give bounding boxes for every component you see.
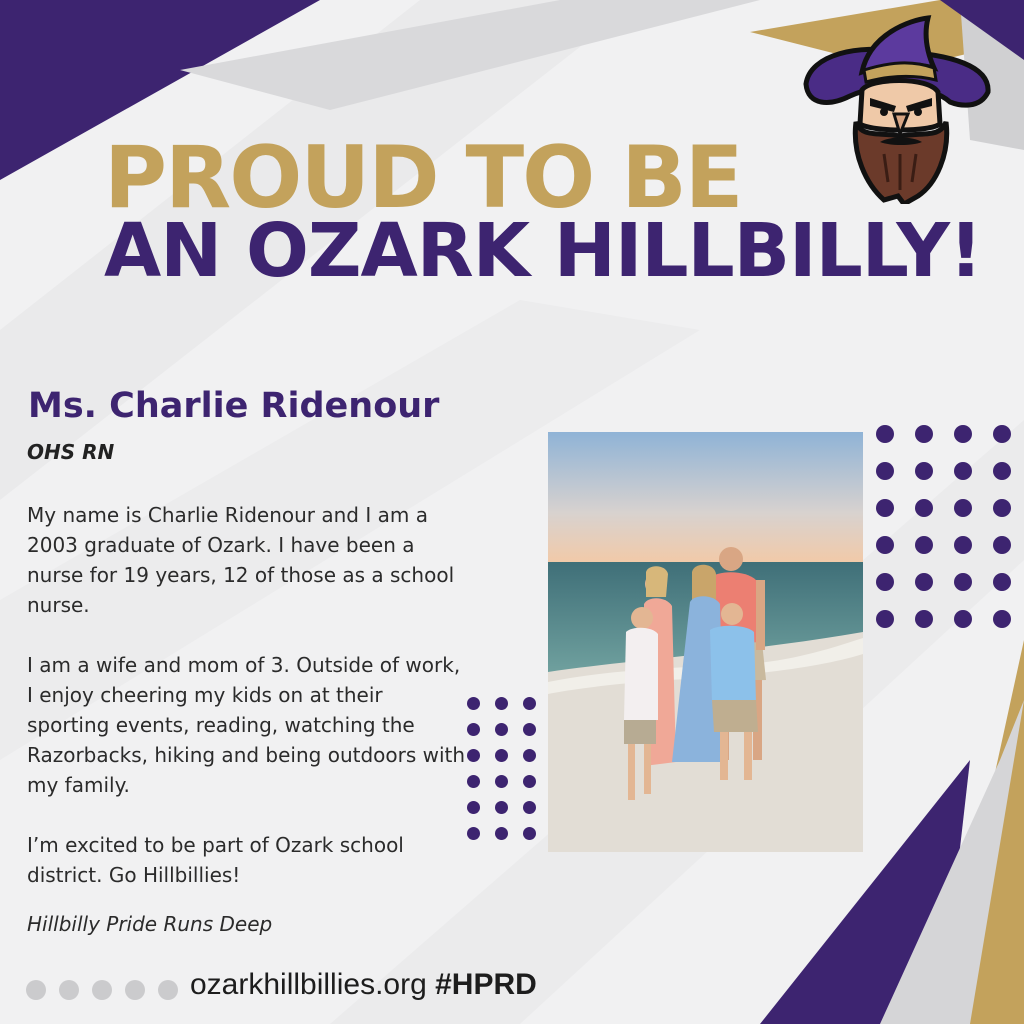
profile-bio [27, 500, 467, 920]
headline-proud: PROUD TO BE [104, 128, 742, 228]
hillbilly-mascot-icon [800, 14, 992, 204]
website-link[interactable]: ozarkhillbillies.org [190, 968, 427, 1001]
bio-paragraph: I am a wife and mom of 3. Outside of work, I enjoy cheering my kids on at their sporting events, reading, watching the Razorbacks, hiking and being outdoors with my family. [27, 653, 466, 797]
footer [190, 968, 537, 1002]
profile-role: OHS RN [27, 440, 115, 464]
bio-paragraph: My name is Charlie Ridenour and I am a 2003 graduate of Ozark. I have been a nurse for 19 years, 12 of those as a school nurse. [27, 503, 455, 617]
hashtag: #HPRD [435, 968, 537, 1001]
family-beach-photo [548, 432, 863, 852]
decorative-dot-grid-small [467, 697, 536, 840]
tagline: Hillbilly Pride Runs Deep [27, 912, 273, 936]
headline-ozark-hillbilly: AN OZARK HILLBILLY! [104, 208, 982, 294]
profile-name: Ms. Charlie Ridenour [28, 386, 440, 426]
decorative-dot-grid [876, 425, 1011, 628]
footer-decorative-dots [26, 980, 178, 1000]
bio-paragraph: I’m excited to be part of Ozark school district. Go Hillbillies! [27, 833, 404, 887]
